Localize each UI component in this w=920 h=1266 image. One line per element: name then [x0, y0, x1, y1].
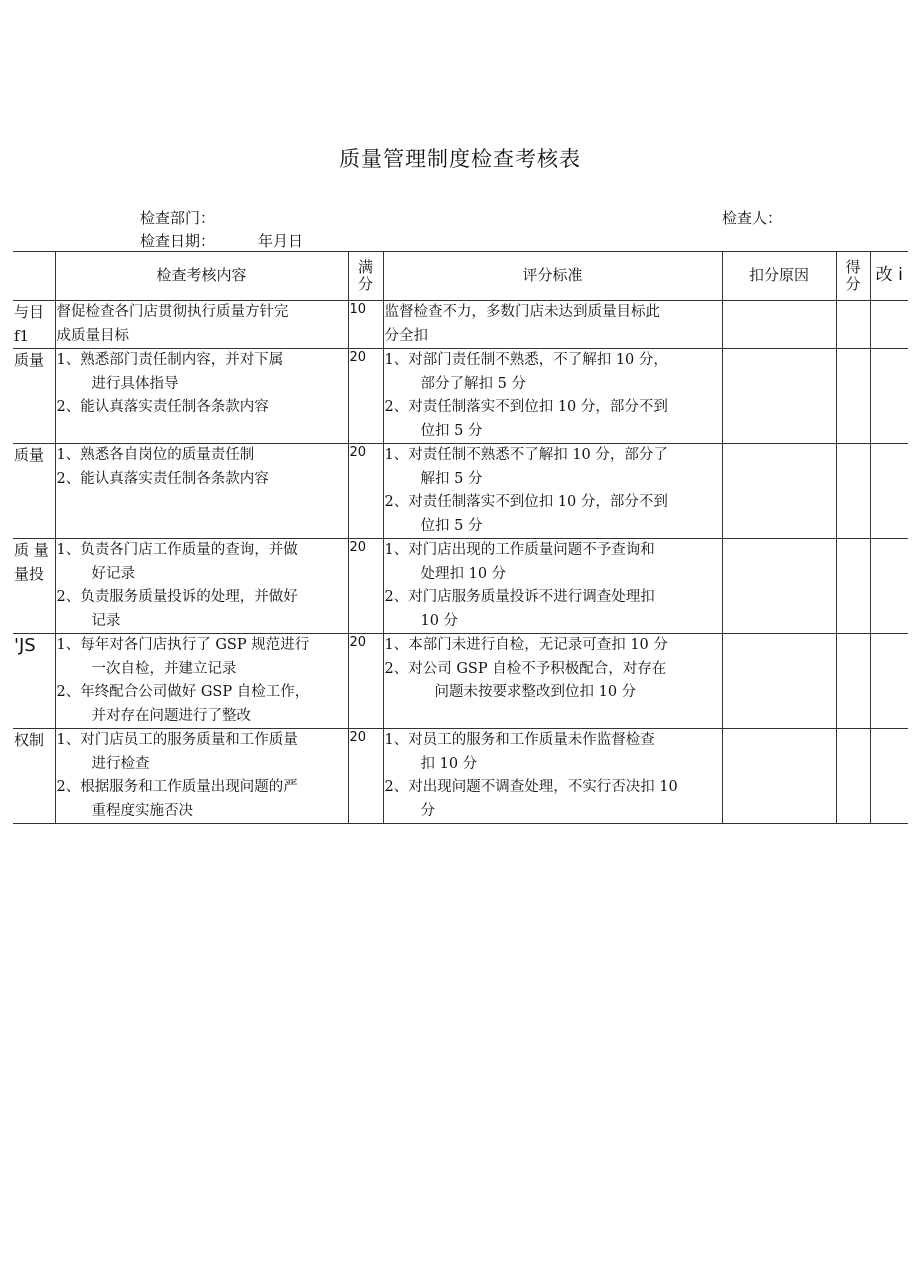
- header-category: [13, 252, 55, 301]
- row-score[interactable]: [836, 729, 870, 824]
- table-row: [13, 349, 908, 444]
- inspector-label: 检查人：: [722, 209, 783, 227]
- row-content: [55, 729, 348, 824]
- row-deduct-reason[interactable]: [722, 539, 836, 634]
- criteria-line: 位扣 5 分: [420, 422, 483, 439]
- criteria-line: 1、对部门责任制不熟悉，不了解扣 10 分，: [384, 352, 668, 368]
- row-criteria: [383, 349, 722, 444]
- category-line: 质量: [14, 446, 45, 464]
- row-full-score: 20: [348, 634, 383, 729]
- row-score[interactable]: [836, 634, 870, 729]
- category-line: 权制: [14, 731, 45, 749]
- table-row: [13, 539, 908, 634]
- criteria-line: 扣 10 分: [420, 755, 478, 772]
- header-improve: 改 i: [870, 252, 908, 301]
- row-criteria: [383, 444, 722, 539]
- row-full-score: 20: [348, 729, 383, 824]
- row-criteria: [383, 729, 722, 824]
- row-full-score: 20: [348, 349, 383, 444]
- criteria-line: 问题未按要求整改到位扣 10 分: [434, 684, 637, 700]
- header-full-score-line2: 分: [357, 275, 373, 293]
- row-full-score: 20: [348, 539, 383, 634]
- content-line: 2、年终配合公司做好 GSP 自检工作，: [56, 684, 310, 700]
- criteria-line: 位扣 5 分: [420, 517, 483, 534]
- row-category: [13, 349, 55, 444]
- row-improve[interactable]: [870, 539, 908, 634]
- row-content: [55, 349, 348, 444]
- row-criteria: [383, 301, 722, 349]
- header-full-score-line1: 满: [357, 258, 373, 276]
- row-content: [55, 539, 348, 634]
- content-line: 1、每年对各门店执行了 GSP 规范进行: [56, 637, 310, 653]
- row-criteria: [383, 634, 722, 729]
- content-line: 重程度实施否决: [91, 802, 193, 819]
- criteria-line: 2、对责任制落实不到位扣 10 分，部分不到: [384, 494, 668, 510]
- assessment-table: [13, 251, 908, 824]
- criteria-line: 部分了解扣 5 分: [420, 375, 526, 392]
- row-improve[interactable]: [870, 301, 908, 349]
- category-line: 与目: [14, 303, 45, 321]
- row-improve[interactable]: [870, 729, 908, 824]
- row-category: [13, 539, 55, 634]
- table-row: [13, 729, 908, 824]
- header-score-line1: 得: [845, 258, 861, 276]
- header-content: 检查考核内容: [55, 252, 348, 301]
- row-category: [13, 301, 55, 349]
- criteria-line: 分全扣: [384, 327, 428, 344]
- dept-label: 检查部门：: [140, 209, 216, 227]
- content-line: 2、能认真落实责任制各条款内容: [56, 399, 269, 415]
- row-content: [55, 444, 348, 539]
- criteria-line: 解扣 5 分: [420, 470, 483, 487]
- category-line: 'JS: [14, 635, 36, 656]
- date-label: 检查日期：: [140, 232, 216, 250]
- criteria-line: 1、对员工的服务和工作质量未作监督检查: [384, 732, 655, 748]
- criteria-line: 2、对责任制落实不到位扣 10 分，部分不到: [384, 399, 668, 415]
- content-line: 记录: [91, 612, 121, 629]
- category-line: 质 量: [14, 541, 49, 559]
- content-line: 并对存在问题进行了整改: [91, 707, 251, 724]
- row-full-score: 10: [348, 301, 383, 349]
- content-line: 2、负责服务质量投诉的处理，并做好: [56, 589, 298, 605]
- header-deduct-reason: 扣分原因: [722, 252, 836, 301]
- row-category: [13, 444, 55, 539]
- criteria-line: 处理扣 10 分: [420, 565, 507, 582]
- row-deduct-reason[interactable]: [722, 729, 836, 824]
- table-row: [13, 634, 908, 729]
- content-line: 1、负责各门店工作质量的查询，并做: [56, 542, 298, 558]
- row-content: [55, 634, 348, 729]
- content-line: 1、熟悉部门责任制内容，并对下属: [56, 352, 284, 368]
- row-deduct-reason[interactable]: [722, 444, 836, 539]
- content-line: 好记录: [91, 565, 135, 582]
- row-deduct-reason[interactable]: [722, 349, 836, 444]
- content-line: 进行具体指导: [91, 375, 179, 392]
- date-value: 年月日: [258, 232, 304, 250]
- row-full-score: 20: [348, 444, 383, 539]
- row-category: [13, 729, 55, 824]
- category-line: 量投: [14, 564, 45, 583]
- header-score: [836, 252, 870, 301]
- header-row: [13, 252, 908, 301]
- row-score[interactable]: [836, 349, 870, 444]
- row-score[interactable]: [836, 539, 870, 634]
- row-deduct-reason[interactable]: [722, 634, 836, 729]
- category-line: f1: [14, 326, 30, 345]
- criteria-line: 10 分: [420, 612, 459, 629]
- header-criteria: 评分标准: [383, 252, 722, 301]
- criteria-line: 1、对责任制不熟悉不了解扣 10 分，部分了: [384, 447, 668, 463]
- header-full-score: [348, 252, 383, 301]
- row-score[interactable]: [836, 444, 870, 539]
- table-row: [13, 444, 908, 539]
- content-line: 督促检查各门店贯彻执行质量方针完: [56, 304, 289, 320]
- criteria-line: 1、本部门未进行自检，无记录可查扣 10 分: [384, 637, 668, 653]
- content-line: 1、熟悉各自岗位的质量责任制: [56, 447, 255, 463]
- content-line: 成质量目标: [56, 327, 129, 344]
- criteria-line: 1、对门店出现的工作质量问题不予查询和: [384, 542, 655, 558]
- criteria-line: 监督检查不力，多数门店未达到质量目标此: [384, 304, 660, 320]
- row-deduct-reason[interactable]: [722, 301, 836, 349]
- row-content: [55, 301, 348, 349]
- category-line: 质量: [14, 351, 45, 369]
- page-title: 质量管理制度检查考核表: [339, 147, 581, 171]
- content-line: 一次自检，并建立记录: [91, 660, 237, 677]
- header-score-line2: 分: [845, 275, 861, 293]
- row-score[interactable]: [836, 301, 870, 349]
- table-row: [13, 301, 908, 349]
- row-improve[interactable]: [870, 444, 908, 539]
- content-line: 2、根据服务和工作质量出现问题的严: [56, 779, 298, 795]
- content-line: 进行检查: [91, 755, 150, 772]
- criteria-line: 2、对出现问题不调查处理，不实行否决扣 10: [384, 779, 678, 795]
- criteria-line: 2、对门店服务质量投诉不进行调查处理扣: [384, 589, 655, 605]
- row-category: [13, 634, 55, 729]
- criteria-line: 2、对公司 GSP 自检不予积极配合，对存在: [384, 660, 667, 677]
- content-line: 1、对门店员工的服务质量和工作质量: [56, 732, 298, 748]
- content-line: 2、能认真落实责任制各条款内容: [56, 470, 269, 487]
- row-improve[interactable]: [870, 349, 908, 444]
- row-criteria: [383, 539, 722, 634]
- criteria-line: 分: [420, 802, 435, 819]
- row-improve[interactable]: [870, 634, 908, 729]
